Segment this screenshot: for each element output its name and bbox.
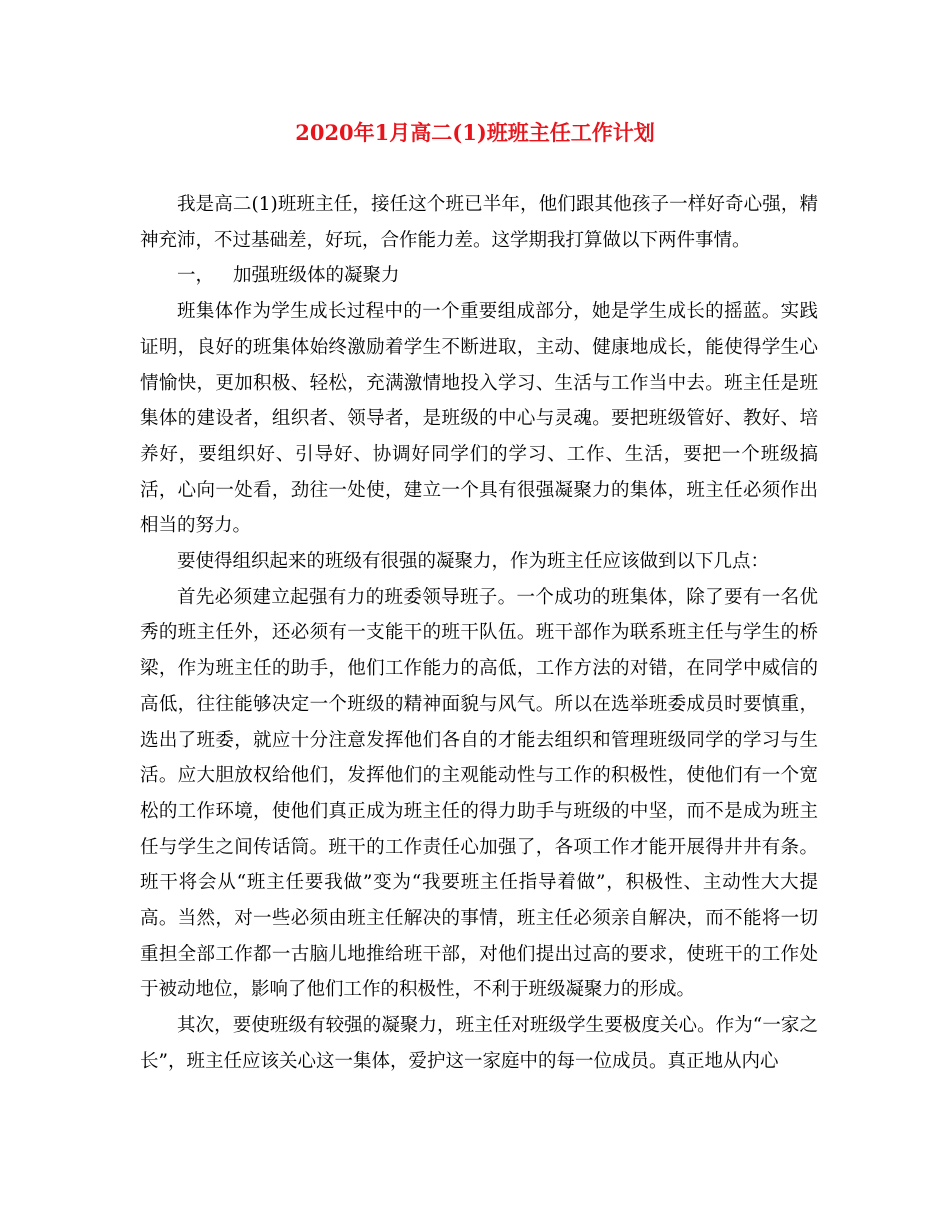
document-title: 2020年1月高二(1)班班主任工作计划	[295, 120, 655, 145]
body-paragraph: 其次，要使班级有较强的凝聚力，班主任对班级学生要极度关心。作为“一家之长”，班主任应该关心这一集体，爱护这一家庭中的每一位成员。真正地从内心	[140, 1015, 818, 1072]
body-paragraph: 要使得组织起来的班级有很强的凝聚力，作为班主任应该做到以下几点：	[177, 551, 770, 573]
document-body	[140, 187, 818, 1080]
section-heading-text: 加强班级体的凝聚力	[233, 265, 400, 287]
intro-paragraph: 我是高二(1)班班主任，接任这个班已半年，他们跟其他孩子一样好奇心强，精神充沛，不过基础差，好玩，合作能力差。这学期我打算做以下两件事情。	[140, 194, 818, 251]
body-paragraph: 班集体作为学生成长过程中的一个重要组成部分，她是学生成长的摇蓝。实践证明，良好的班集体始终激励着学生不断进取，主动、健康地成长，能使得学生心情愉快，更加积极、轻松，充满激情地投入学习、生活与工作当中去。班主任是班集体的建设者，组织者、领导者，是班级的中心与灵魂。要把班级管好、教好、培养好，要组织好、引导好、协调好同学们的学习、工作、生活，要把一个班级搞活，心向一处看，劲往一处使，建立一个具有很强凝聚力的集体，班主任必须作出相当的努力。	[140, 301, 818, 537]
body-paragraph: 首先必须建立起强有力的班委领导班子。一个成功的班集体，除了要有一名优秀的班主任外，还必须有一支能干的班干队伍。班干部作为联系班主任与学生的桥梁，作为班主任的助手，他们工作能力的高低，工作方法的对错，在同学中威信的高低，往往能够决定一个班级的精神面貌与风气。所以在选举班委成员时要慎重，选出了班委，就应十分注意发挥他们各自的才能去组织和管理班级同学的学习与生活。应大胆放权给他们，发挥他们的主观能动性与工作的积极性，使他们有一个宽松的工作环境，使他们真正成为班主任的得力助手与班级的中坚，而不是成为班主任与学生之间传话筒。班干的工作责任心加强了，各项工作才能开展得井井有条。班干将会从“班主任要我做”变为“我要班主任指导着做”，积极性、主动性大大提高。当然，对一些必须由班主任解决的事情，班主任必须亲自解决，而不能将一切重担全部工作都一古脑儿地推给班干部，对他们提出过高的要求，使班干的工作处于被动地位，影响了他们工作的积极性，不利于班级凝聚力的形成。	[140, 586, 818, 1001]
section-heading	[140, 258, 818, 294]
section-number: 一，	[177, 265, 215, 287]
